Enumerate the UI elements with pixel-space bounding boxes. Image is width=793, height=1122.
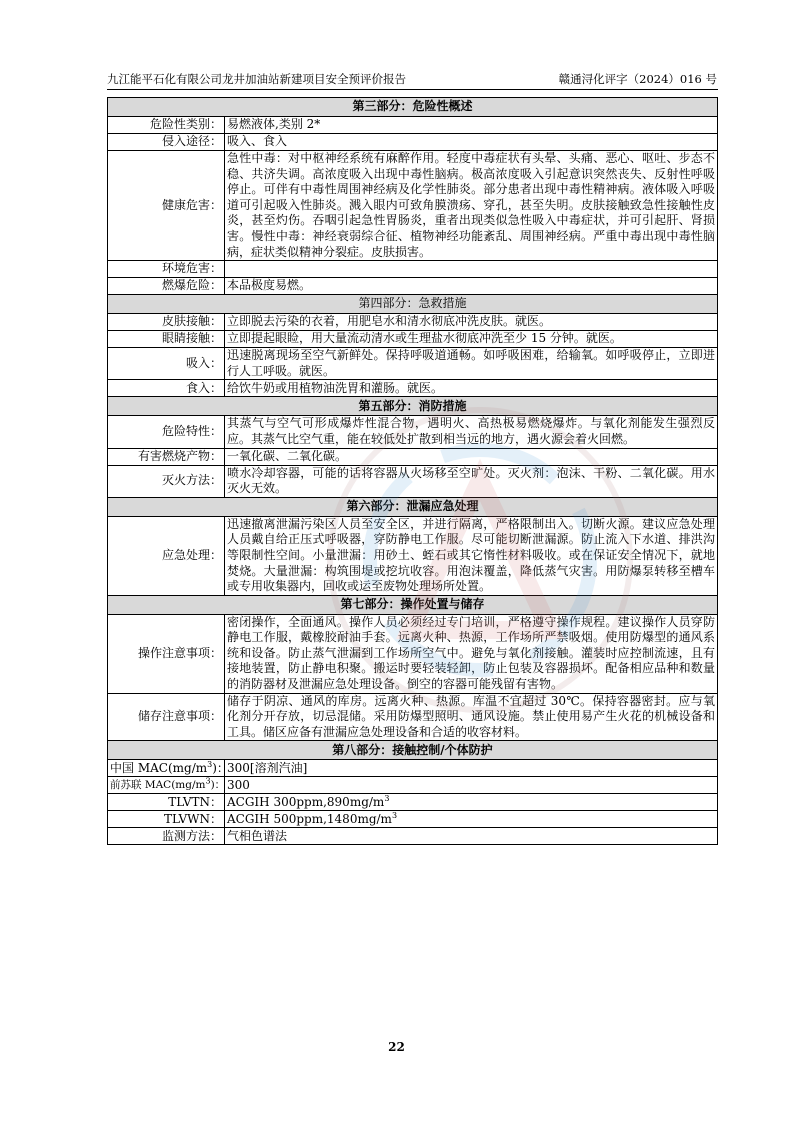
section-first-aid: 第四部分：急救措施 — [108, 295, 718, 314]
row-label-fire-characteristics: 危险特性： — [108, 416, 225, 448]
table-row — [108, 134, 718, 151]
row-label-storage: 储存注意事项： — [108, 693, 225, 741]
section-firefighting: 第五部分：消防措施 — [108, 397, 718, 416]
table-row — [108, 416, 718, 448]
msds-table — [107, 97, 718, 845]
row-value-ingest: 给饮牛奶或用植物油洗胃和灌肠。就医。 — [225, 380, 718, 397]
table-row — [108, 760, 718, 777]
table-row — [108, 693, 718, 741]
row-value-tlvtn: ACGIH $300ppm,890mg/m^3$ — [225, 794, 718, 811]
table-row — [108, 151, 718, 261]
row-label-mac-china: 中国 $MAC(mg/m^3)$： — [108, 760, 225, 777]
section-exposure-control: 第八部分：接触控制/个体防护 — [108, 741, 718, 760]
row-label-operation: 操作注意事项： — [108, 614, 225, 693]
section-handling-storage: 第七部分：操作处置与储存 — [108, 595, 718, 614]
row-value-route: 吸入、食入 — [225, 134, 718, 151]
row-value-fire-characteristics: 其蒸气与空气可形成爆炸性混合物，遇明火、高热极易燃烧爆炸。与氧化剂能发生强烈反应。其蒸气比空气重，能在较低处扩散到相当远的地方，遇火源会着火回燃。 — [225, 416, 718, 448]
table-row — [108, 794, 718, 811]
report-title: 九江能平石化有限公司龙井加油站新建项目安全预评价报告 — [107, 72, 406, 86]
row-value-explosion: 本品极度易燃。 — [225, 278, 718, 295]
row-value-emergency: 迅速撤离泄漏污染区人员至安全区，并进行隔离，严格限制出入。切断火源。建议应急处理人员戴自给正压式呼吸器，穿防静电工作服。尽可能切断泄漏源。防止流入下水道、排洪沟等限制性空间。小量泄漏：用砂土、蛭石或其它惰性材料吸收。或在保证安全情况下，就地焚烧。大量泄漏：构筑围堤或挖坑收容。用泡沫覆盖，降低蒸气灾害。用防爆泵转移至槽车或专用收集器内，回收或运至废物处理场所处置。 — [225, 516, 718, 595]
table-row — [108, 516, 718, 595]
row-value-tlvwn: ACGIH $500ppm,1480mg/m^3$ — [225, 811, 718, 828]
row-label-explosion: 燃爆危险： — [108, 278, 225, 295]
row-label-route: 侵入途径： — [108, 134, 225, 151]
row-value-mac-china: 300[溶剂汽油] — [225, 760, 718, 777]
table-row — [108, 380, 718, 397]
row-value-monitor: 气相色谱法 — [225, 828, 718, 845]
row-label-emergency: 应急处理： — [108, 516, 225, 595]
page-number: 22 — [388, 1040, 405, 1054]
row-value-hazard-class: 易燃液体,类别 2* — [225, 117, 718, 134]
row-label-hazard-class: 危险性类别： — [108, 117, 225, 134]
section-hazard-overview: 第三部分：危险性概述 — [108, 98, 718, 117]
table-row — [108, 314, 718, 331]
row-label-monitor: 监测方法： — [108, 828, 225, 845]
row-value-combustion-products: 一氧化碳、二氧化碳。 — [225, 448, 718, 465]
table-row — [108, 331, 718, 348]
table-row — [108, 278, 718, 295]
table-row — [108, 348, 718, 380]
row-value-environment — [225, 261, 718, 278]
row-label-health: 健康危害： — [108, 151, 225, 261]
row-value-eye: 立即提起眼睑，用大量流动清水或生理盐水彻底冲洗至少 15 分钟。就医。 — [225, 331, 718, 348]
row-value-inhale: 迅速脱离现场至空气新鲜处。保持呼吸道通畅。如呼吸困难，给输氧。如呼吸停止，立即进行人工呼吸。就医。 — [225, 348, 718, 380]
table-row — [108, 811, 718, 828]
table-row — [108, 465, 718, 497]
row-label-skin: 皮肤接触： — [108, 314, 225, 331]
row-value-skin: 立即脱去污染的衣着，用肥皂水和清水彻底冲洗皮肤。就医。 — [225, 314, 718, 331]
page-header — [107, 70, 717, 88]
row-value-storage: 储存于阴凉、通风的库房。远离火种、热源。库温不宜超过 30℃。保持容器密封。应与氧化剂分开存放，切忌混储。采用防爆型照明、通风设施。禁止使用易产生火花的机械设备和工具。储区应备有泄漏应急处理设备和合适的收容材料。 — [225, 693, 718, 741]
row-value-extinguish: 喷水冷却容器，可能的话将容器从火场移至空旷处。灭火剂：泡沫、干粉、二氧化碳。用水灭火无效。 — [225, 465, 718, 497]
row-value-operation: 密闭操作，全面通风。操作人员必须经过专门培训，严格遵守操作规程。建议操作人员穿防静电工作服，戴橡胶耐油手套。远离火种、热源，工作场所严禁吸烟。使用防爆型的通风系统和设备。防止蒸气泄漏到工作场所空气中。避免与氧化剂接触。灌装时应控制流速，且有接地装置，防止静电积聚。搬运时要轻装轻卸，防止包装及容器损坏。配备相应品种和数量的消防器材及泄漏应急处理设备。倒空的容器可能残留有害物。 — [225, 614, 718, 693]
table-row — [108, 261, 718, 278]
row-label-extinguish: 灭火方法： — [108, 465, 225, 497]
row-label-tlvtn: TLVTN： — [108, 794, 225, 811]
table-row — [108, 828, 718, 845]
row-label-mac-soviet: 前苏联 $MAC(mg/m^3)$： — [108, 777, 225, 794]
row-label-environment: 环境危害： — [108, 261, 225, 278]
header-divider — [107, 89, 718, 90]
table-row — [108, 614, 718, 693]
row-label-inhale: 吸入： — [108, 348, 225, 380]
table-row — [108, 117, 718, 134]
row-label-ingest: 食入： — [108, 380, 225, 397]
report-code: 赣通浔化评字（2024）016 号 — [558, 72, 717, 86]
row-label-combustion-products: 有害燃烧产物： — [108, 448, 225, 465]
row-value-health: 急性中毒：对中枢神经系统有麻醉作用。轻度中毒症状有头晕、头痛、恶心、呕吐、步态不稳、共济失调。高浓度吸入出现中毒性脑病。极高浓度吸入引起意识突然丧失、反射性呼吸停止。可伴有中毒性周围神经病及化学性肺炎。部分患者出现中毒性精神病。液体吸入呼吸道可引起吸入性肺炎。溅入眼内可致角膜溃疡、穿孔，甚至失明。皮肤接触致急性接触性皮炎，甚至灼伤。吞咽引起急性胃肠炎，重者出现类似急性吸入中毒症状，并可引起肝、肾损害。慢性中毒：神经衰弱综合征、植物神经功能紊乱、周围神经病。严重中毒出现中毒性脑病，症状类似精神分裂症。皮肤损害。 — [225, 151, 718, 261]
row-value-mac-soviet: 300 — [225, 777, 718, 794]
table-row — [108, 777, 718, 794]
row-label-eye: 眼睛接触： — [108, 331, 225, 348]
row-label-tlvwn: TLVWN： — [108, 811, 225, 828]
table-row — [108, 448, 718, 465]
section-leak-response: 第六部分：泄漏应急处理 — [108, 497, 718, 516]
